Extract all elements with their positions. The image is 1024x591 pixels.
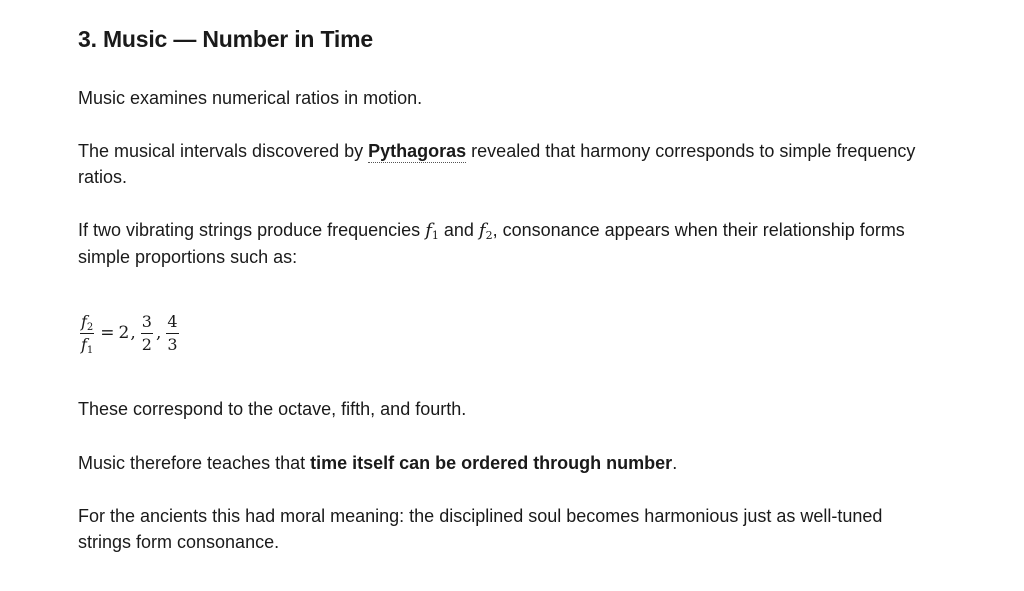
fraction-denominator: 2 [141,334,152,354]
fraction-denominator: 3 [167,334,178,354]
math-var: f [81,334,87,354]
pythagoras-term-link[interactable]: Pythagoras [368,141,467,161]
fraction-bar [80,333,94,334]
separator: , [130,323,136,343]
paragraph-text: The musical intervals discovered by [78,141,369,161]
fraction-numerator [80,312,94,332]
separator: , [155,323,162,343]
math-var: f [478,220,486,241]
paragraph-pythagoras [78,138,938,190]
paragraph-moral-meaning: For the ancients this had moral meaning: the disciplined soul becomes harmonious just as well-tuned strings form consonance. [78,506,883,552]
emphasis-text: time itself can be ordered through number [310,453,673,473]
fraction-numerator: 3 [141,311,152,331]
math-subscript: 1 [431,229,439,242]
paragraph-text: and [438,220,479,240]
math-var: f [81,311,87,331]
math-var: f [425,220,432,241]
fraction-bar [166,333,178,334]
paragraph-text: . [672,453,678,473]
paragraph-text: If two vibrating strings produce frequencies [78,220,426,240]
ratio-value-octave: 2 [118,323,130,343]
fraction-numerator: 4 [167,311,178,331]
paragraph-frequencies [78,217,938,270]
equals-sign: = [100,323,115,343]
fraction-bar [141,333,153,334]
math-subscript: 2 [86,321,94,333]
math-subscript: 1 [86,344,94,356]
fraction-three-halves [141,312,153,355]
paragraph-intro: Music examines numerical ratios in motion. [78,88,423,108]
paragraph-intervals: These correspond to the octave, fifth, and fourth. [78,399,467,419]
paragraph-text: revealed that harmony corresponds to simple frequency ratios. [78,141,916,187]
math-f1 [425,220,439,241]
fraction-four-thirds [166,312,178,355]
paragraph-text: , consonance appears when their relationship forms simple proportions such as: [78,220,905,267]
fraction-denominator [80,335,94,355]
math-subscript: 2 [485,229,493,242]
paragraph-time-number [78,450,938,476]
paragraph-text: Music therefore teaches that [78,453,311,473]
ratio-equation [78,306,181,360]
section-heading: 3. Music — Number in Time [78,26,373,52]
fraction-f2-over-f1 [80,312,94,355]
math-f2 [479,220,493,241]
